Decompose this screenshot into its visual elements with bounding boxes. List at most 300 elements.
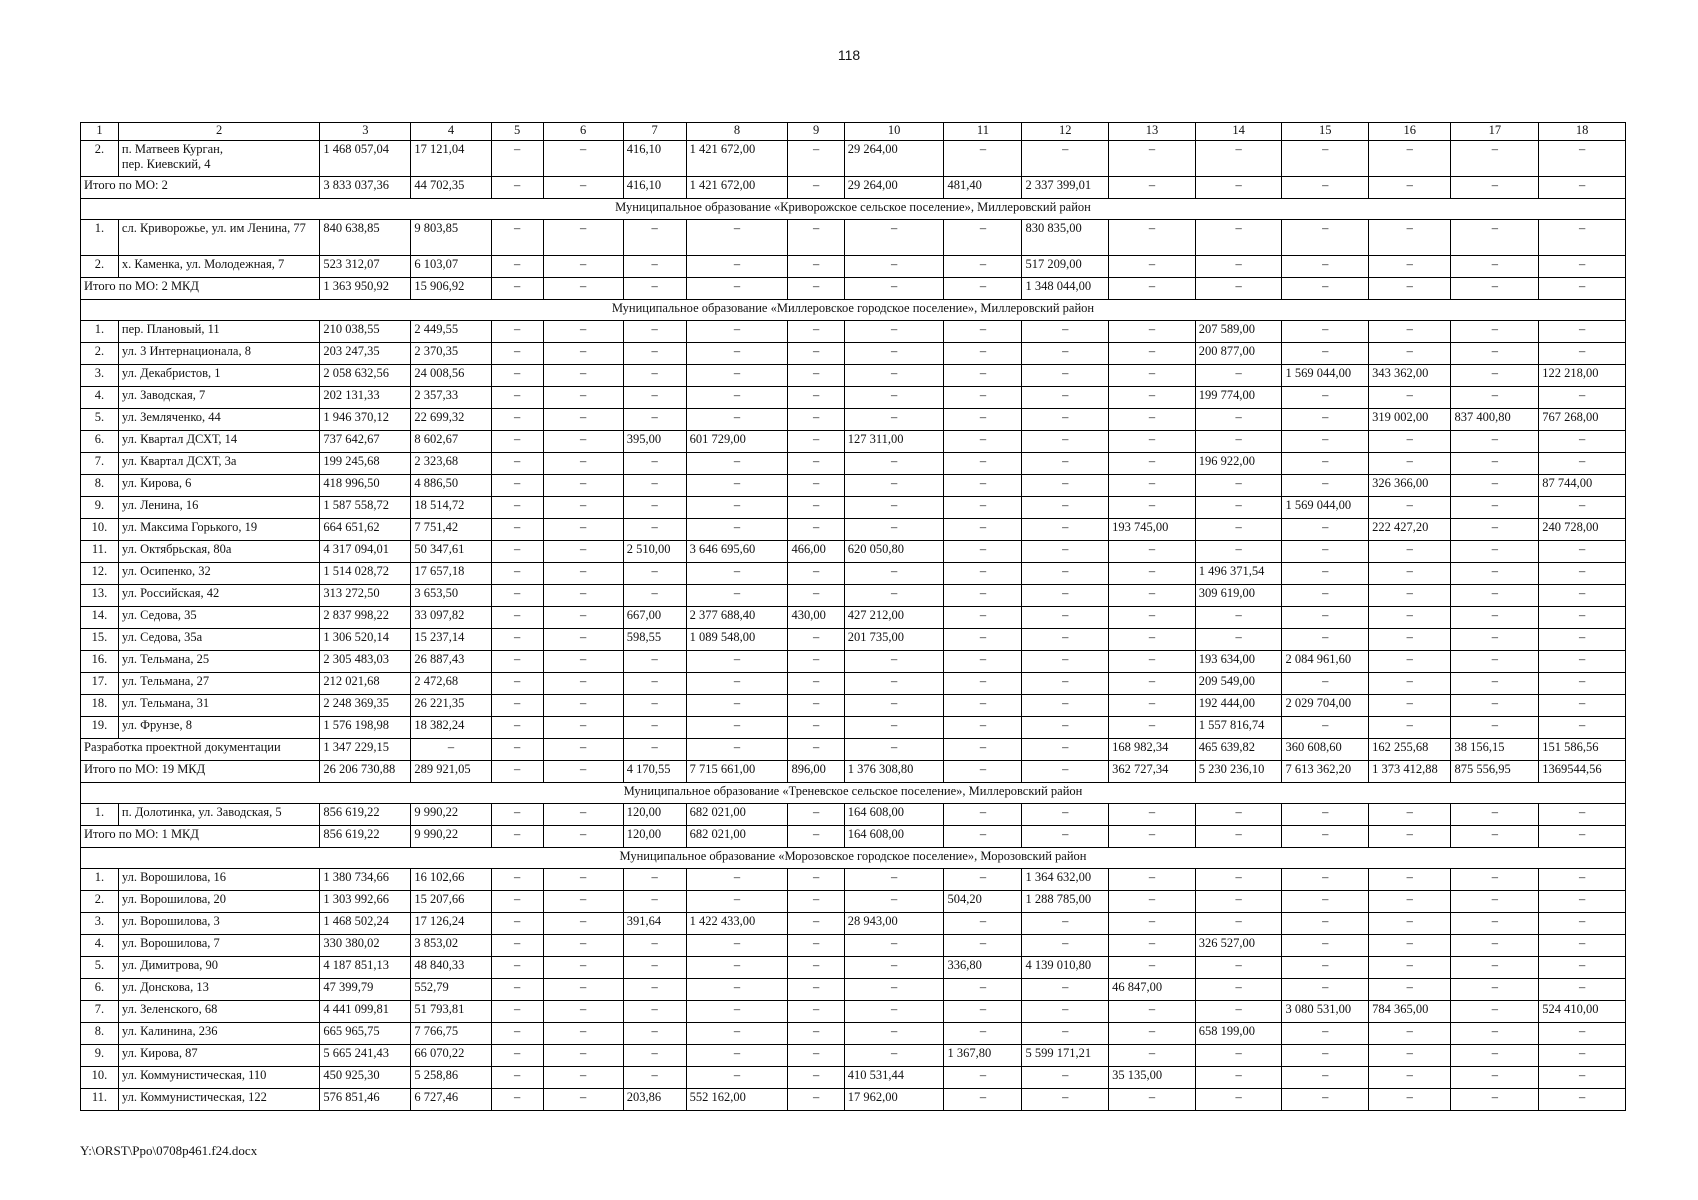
total-row (81, 826, 1626, 848)
value-cell: – (788, 1067, 844, 1089)
row-number: 15. (81, 629, 119, 651)
value-cell: – (491, 431, 543, 453)
value-cell: – (788, 629, 844, 651)
value-cell: – (1539, 673, 1626, 695)
value-cell: – (1109, 673, 1196, 695)
value-cell: – (844, 673, 944, 695)
value-cell: 1 089 548,00 (686, 629, 788, 651)
value-cell: – (844, 1023, 944, 1045)
value-cell: – (1022, 585, 1109, 607)
value-cell: – (1109, 177, 1196, 199)
value-cell: – (788, 563, 844, 585)
value-cell: – (1451, 177, 1539, 199)
value-cell: – (1022, 321, 1109, 343)
municipality-section-row (81, 848, 1626, 869)
value-cell: – (1022, 739, 1109, 761)
value-cell: – (788, 1023, 844, 1045)
value-cell: – (944, 935, 1022, 957)
value-cell: – (1539, 717, 1626, 739)
value-cell: 209 549,00 (1195, 673, 1282, 695)
value-cell: 120,00 (623, 804, 686, 826)
address-cell: пер. Плановый, 11 (118, 321, 320, 343)
row-number: 2. (81, 343, 119, 365)
value-cell: 391,64 (623, 913, 686, 935)
value-cell: 28 943,00 (844, 913, 944, 935)
value-cell: – (686, 717, 788, 739)
value-cell: – (1451, 519, 1539, 541)
value-cell: – (1282, 957, 1369, 979)
value-cell: 1 587 558,72 (320, 497, 411, 519)
value-cell: – (1109, 585, 1196, 607)
address-cell: ул. Калинина, 236 (118, 1023, 320, 1045)
value-cell: – (1022, 343, 1109, 365)
value-cell: – (543, 585, 623, 607)
value-cell: – (788, 453, 844, 475)
value-cell: 200 877,00 (1195, 343, 1282, 365)
value-cell: – (944, 695, 1022, 717)
value-cell: – (844, 409, 944, 431)
value-cell: – (543, 1001, 623, 1023)
value-cell: – (543, 957, 623, 979)
value-cell: 26 221,35 (411, 695, 491, 717)
value-cell: – (844, 979, 944, 1001)
value-cell: 1 576 198,98 (320, 717, 411, 739)
value-cell: 330 380,02 (320, 935, 411, 957)
value-cell: 26 887,43 (411, 651, 491, 673)
value-cell: – (491, 321, 543, 343)
value-cell: 240 728,00 (1539, 519, 1626, 541)
value-cell: 658 199,00 (1195, 1023, 1282, 1045)
table-row (81, 256, 1626, 278)
table-row (81, 957, 1626, 979)
value-cell: – (1369, 651, 1451, 673)
value-cell: – (1451, 826, 1539, 848)
value-cell: – (1109, 629, 1196, 651)
total-label: Итого по МО: 2 МКД (81, 278, 320, 300)
value-cell: – (686, 409, 788, 431)
value-cell: 1 288 785,00 (1022, 891, 1109, 913)
value-cell: 5 665 241,43 (320, 1045, 411, 1067)
value-cell: – (1022, 497, 1109, 519)
value-cell: 450 925,30 (320, 1067, 411, 1089)
value-cell: – (623, 935, 686, 957)
table-row (81, 563, 1626, 585)
row-number: 4. (81, 935, 119, 957)
row-number: 11. (81, 1089, 119, 1111)
value-cell: – (1282, 141, 1369, 177)
value-cell: – (1109, 431, 1196, 453)
value-cell: – (1451, 1001, 1539, 1023)
address-cell: ул. Коммунистическая, 110 (118, 1067, 320, 1089)
value-cell: 620 050,80 (844, 541, 944, 563)
value-cell: – (944, 475, 1022, 497)
value-cell: – (686, 321, 788, 343)
address-cell: ул. Зеленского, 68 (118, 1001, 320, 1023)
value-cell: – (1539, 826, 1626, 848)
value-cell: – (1369, 826, 1451, 848)
value-cell: – (1022, 804, 1109, 826)
value-cell: 418 996,50 (320, 475, 411, 497)
municipality-section-title: Муниципальное образование «Криворожское сельское поселение», Миллеровский район (81, 199, 1626, 220)
value-cell: 4 139 010,80 (1022, 957, 1109, 979)
value-cell: – (543, 541, 623, 563)
value-cell: – (1369, 497, 1451, 519)
value-cell: – (1451, 695, 1539, 717)
value-cell: 6 727,46 (411, 1089, 491, 1111)
municipality-section-row (81, 783, 1626, 804)
value-cell: – (788, 365, 844, 387)
value-cell: – (543, 695, 623, 717)
value-cell: – (1022, 1023, 1109, 1045)
value-cell: – (1539, 585, 1626, 607)
table-row (81, 519, 1626, 541)
value-cell: – (1109, 497, 1196, 519)
value-cell: – (1451, 541, 1539, 563)
value-cell: – (1539, 321, 1626, 343)
value-cell: 50 347,61 (411, 541, 491, 563)
value-cell: 598,55 (623, 629, 686, 651)
value-cell: – (844, 278, 944, 300)
value-cell: 523 312,07 (320, 256, 411, 278)
value-cell: – (1369, 563, 1451, 585)
value-cell: 127 311,00 (844, 431, 944, 453)
value-cell: – (491, 497, 543, 519)
value-cell: – (788, 519, 844, 541)
value-cell: – (1451, 431, 1539, 453)
value-cell: – (1282, 913, 1369, 935)
value-cell: – (1451, 278, 1539, 300)
value-cell: – (1539, 1067, 1626, 1089)
value-cell: – (686, 695, 788, 717)
value-cell: – (944, 761, 1022, 783)
value-cell: – (543, 739, 623, 761)
value-cell: – (1022, 453, 1109, 475)
value-cell: – (1282, 431, 1369, 453)
value-cell: – (686, 739, 788, 761)
value-cell: – (543, 321, 623, 343)
value-cell: 193 745,00 (1109, 519, 1196, 541)
address-cell: ул. Ленина, 16 (118, 497, 320, 519)
value-cell: – (1195, 804, 1282, 826)
value-cell: – (1109, 278, 1196, 300)
value-cell: – (844, 891, 944, 913)
value-cell: – (944, 453, 1022, 475)
value-cell: – (1369, 629, 1451, 651)
value-cell: – (1282, 1023, 1369, 1045)
value-cell: – (1022, 141, 1109, 177)
value-cell: 3 646 695,60 (686, 541, 788, 563)
value-cell: 343 362,00 (1369, 365, 1451, 387)
value-cell: – (1539, 387, 1626, 409)
value-cell: 162 255,68 (1369, 739, 1451, 761)
value-cell: 17 962,00 (844, 1089, 944, 1111)
value-cell: 2 337 399,01 (1022, 177, 1109, 199)
table-row (81, 409, 1626, 431)
value-cell: – (1539, 220, 1626, 256)
value-cell: – (788, 256, 844, 278)
value-cell: – (1282, 256, 1369, 278)
address-cell: ул. Кирова, 87 (118, 1045, 320, 1067)
value-cell: – (686, 387, 788, 409)
value-cell: – (623, 979, 686, 1001)
address-cell: ул. Седова, 35 (118, 607, 320, 629)
value-cell: 15 906,92 (411, 278, 491, 300)
value-cell: – (686, 957, 788, 979)
value-cell: – (1022, 717, 1109, 739)
value-cell: – (623, 365, 686, 387)
value-cell: 33 097,82 (411, 607, 491, 629)
value-cell: – (543, 431, 623, 453)
value-cell: 4 441 099,81 (320, 1001, 411, 1023)
row-number: 6. (81, 431, 119, 453)
value-cell: – (623, 563, 686, 585)
value-cell: – (1451, 607, 1539, 629)
column-number-cell: 8 (686, 123, 788, 141)
address-cell: п. Долотинка, ул. Заводская, 5 (118, 804, 320, 826)
value-cell: 8 602,67 (411, 431, 491, 453)
value-cell: – (1369, 957, 1451, 979)
value-cell: 2 029 704,00 (1282, 695, 1369, 717)
value-cell: – (623, 343, 686, 365)
address-cell: ул. Седова, 35а (118, 629, 320, 651)
table-row (81, 804, 1626, 826)
column-number-cell: 9 (788, 123, 844, 141)
value-cell: – (944, 141, 1022, 177)
value-cell: – (1451, 1045, 1539, 1067)
value-cell: 2 323,68 (411, 453, 491, 475)
value-cell: – (944, 913, 1022, 935)
value-cell: – (1282, 453, 1369, 475)
value-cell: – (788, 935, 844, 957)
value-cell: 4 187 851,13 (320, 957, 411, 979)
value-cell: 410 531,44 (844, 1067, 944, 1089)
value-cell: – (491, 651, 543, 673)
column-number-cell: 2 (118, 123, 320, 141)
row-number: 16. (81, 651, 119, 673)
value-cell: – (1109, 475, 1196, 497)
value-cell: – (1369, 869, 1451, 891)
value-cell: – (1195, 913, 1282, 935)
value-cell: – (1369, 804, 1451, 826)
value-cell: 289 921,05 (411, 761, 491, 783)
value-cell: – (1195, 365, 1282, 387)
value-cell: – (1022, 1067, 1109, 1089)
value-cell: – (543, 826, 623, 848)
value-cell: – (844, 695, 944, 717)
value-cell: 427 212,00 (844, 607, 944, 629)
value-cell: 416,10 (623, 141, 686, 177)
value-cell: – (944, 563, 1022, 585)
value-cell: – (491, 453, 543, 475)
row-number: 2. (81, 141, 119, 177)
value-cell: – (1539, 607, 1626, 629)
value-cell: 896,00 (788, 761, 844, 783)
value-cell: – (944, 739, 1022, 761)
value-cell: – (543, 387, 623, 409)
value-cell: – (1539, 278, 1626, 300)
value-cell: 767 268,00 (1539, 409, 1626, 431)
value-cell: – (788, 1089, 844, 1111)
value-cell: 66 070,22 (411, 1045, 491, 1067)
value-cell: 665 965,75 (320, 1023, 411, 1045)
value-cell: – (491, 607, 543, 629)
row-number: 2. (81, 891, 119, 913)
value-cell: – (1022, 761, 1109, 783)
value-cell: – (1022, 1089, 1109, 1111)
value-cell: 22 699,32 (411, 409, 491, 431)
value-cell: – (1539, 891, 1626, 913)
total-label: Итого по МО: 19 МКД (81, 761, 320, 783)
address-cell: ул. Коммунистическая, 122 (118, 1089, 320, 1111)
row-number: 7. (81, 453, 119, 475)
value-cell: 837 400,80 (1451, 409, 1539, 431)
value-cell: – (491, 475, 543, 497)
value-cell: – (543, 913, 623, 935)
value-cell: – (1369, 220, 1451, 256)
value-cell: – (1369, 541, 1451, 563)
value-cell: – (623, 256, 686, 278)
value-cell: – (1282, 891, 1369, 913)
column-number-cell: 18 (1539, 123, 1626, 141)
total-row (81, 177, 1626, 199)
value-cell: – (844, 935, 944, 957)
row-number: 4. (81, 387, 119, 409)
value-cell: – (1369, 891, 1451, 913)
value-cell: – (1195, 519, 1282, 541)
address-cell: ул. Кирова, 6 (118, 475, 320, 497)
value-cell: 3 080 531,00 (1282, 1001, 1369, 1023)
value-cell: – (788, 913, 844, 935)
value-cell: – (844, 387, 944, 409)
row-number: 1. (81, 321, 119, 343)
value-cell: – (1451, 220, 1539, 256)
value-cell: 1 468 057,04 (320, 141, 411, 177)
table-row (81, 651, 1626, 673)
value-cell: 38 156,15 (1451, 739, 1539, 761)
value-cell: – (944, 651, 1022, 673)
value-cell: – (1451, 475, 1539, 497)
value-cell: – (1109, 220, 1196, 256)
value-cell: – (623, 1001, 686, 1023)
value-cell: – (1195, 979, 1282, 1001)
value-cell: – (1195, 629, 1282, 651)
row-number: 1. (81, 220, 119, 256)
value-cell: – (1022, 979, 1109, 1001)
value-cell: – (788, 1045, 844, 1067)
value-cell: – (1451, 585, 1539, 607)
column-number-cell: 10 (844, 123, 944, 141)
value-cell: – (788, 431, 844, 453)
value-cell: – (788, 869, 844, 891)
value-cell: – (788, 1001, 844, 1023)
value-cell: 207 589,00 (1195, 321, 1282, 343)
value-cell: – (1195, 220, 1282, 256)
value-cell: – (1109, 717, 1196, 739)
value-cell: 1 569 044,00 (1282, 365, 1369, 387)
value-cell: – (491, 585, 543, 607)
table-row (81, 1045, 1626, 1067)
value-cell: – (788, 651, 844, 673)
value-cell: – (1369, 321, 1451, 343)
value-cell: – (1282, 278, 1369, 300)
municipality-section-row (81, 199, 1626, 220)
value-cell: 667,00 (623, 607, 686, 629)
value-cell: – (1282, 177, 1369, 199)
value-cell: – (1369, 177, 1451, 199)
value-cell: – (1109, 826, 1196, 848)
value-cell: – (1282, 563, 1369, 585)
value-cell: – (623, 1067, 686, 1089)
address-cell: ул. Земляченко, 44 (118, 409, 320, 431)
value-cell: – (491, 1067, 543, 1089)
value-cell: – (1539, 804, 1626, 826)
value-cell: 29 264,00 (844, 177, 944, 199)
value-cell: – (1109, 141, 1196, 177)
value-cell: – (788, 695, 844, 717)
value-cell: 1 364 632,00 (1022, 869, 1109, 891)
column-number-cell: 3 (320, 123, 411, 141)
value-cell: 1 380 734,66 (320, 869, 411, 891)
value-cell: – (1109, 256, 1196, 278)
value-cell: – (1109, 869, 1196, 891)
value-cell: 517 209,00 (1022, 256, 1109, 278)
value-cell: – (686, 673, 788, 695)
value-cell: 362 727,34 (1109, 761, 1196, 783)
value-cell: – (543, 256, 623, 278)
value-cell: 1 373 412,88 (1369, 761, 1451, 783)
value-cell: – (686, 651, 788, 673)
value-cell: 319 002,00 (1369, 409, 1451, 431)
value-cell: – (1539, 343, 1626, 365)
value-cell: – (491, 935, 543, 957)
row-number: 6. (81, 979, 119, 1001)
value-cell: – (1022, 651, 1109, 673)
table-row (81, 891, 1626, 913)
value-cell: – (1539, 913, 1626, 935)
value-cell: – (1369, 1023, 1451, 1045)
value-cell: – (1369, 913, 1451, 935)
value-cell: 122 218,00 (1539, 365, 1626, 387)
value-cell: – (788, 387, 844, 409)
row-number: 13. (81, 585, 119, 607)
value-cell: – (1109, 651, 1196, 673)
value-cell: 856 619,22 (320, 826, 411, 848)
value-cell: – (543, 1089, 623, 1111)
value-cell: – (944, 387, 1022, 409)
row-number: 18. (81, 695, 119, 717)
value-cell: – (1282, 321, 1369, 343)
value-cell: – (1195, 957, 1282, 979)
value-cell: – (788, 717, 844, 739)
value-cell: – (1451, 869, 1539, 891)
value-cell: – (1195, 1045, 1282, 1067)
value-cell: 856 619,22 (320, 804, 411, 826)
value-cell: – (491, 519, 543, 541)
value-cell: – (1109, 804, 1196, 826)
value-cell: 1 557 816,74 (1195, 717, 1282, 739)
value-cell: 3 853,02 (411, 935, 491, 957)
value-cell: 9 990,22 (411, 804, 491, 826)
value-cell: – (1369, 585, 1451, 607)
value-cell: 17 657,18 (411, 563, 491, 585)
value-cell: 737 642,67 (320, 431, 411, 453)
value-cell: – (1195, 1089, 1282, 1111)
value-cell: 430,00 (788, 607, 844, 629)
value-cell: – (944, 541, 1022, 563)
value-cell: – (1451, 256, 1539, 278)
value-cell: 151 586,56 (1539, 739, 1626, 761)
value-cell: 2 084 961,60 (1282, 651, 1369, 673)
